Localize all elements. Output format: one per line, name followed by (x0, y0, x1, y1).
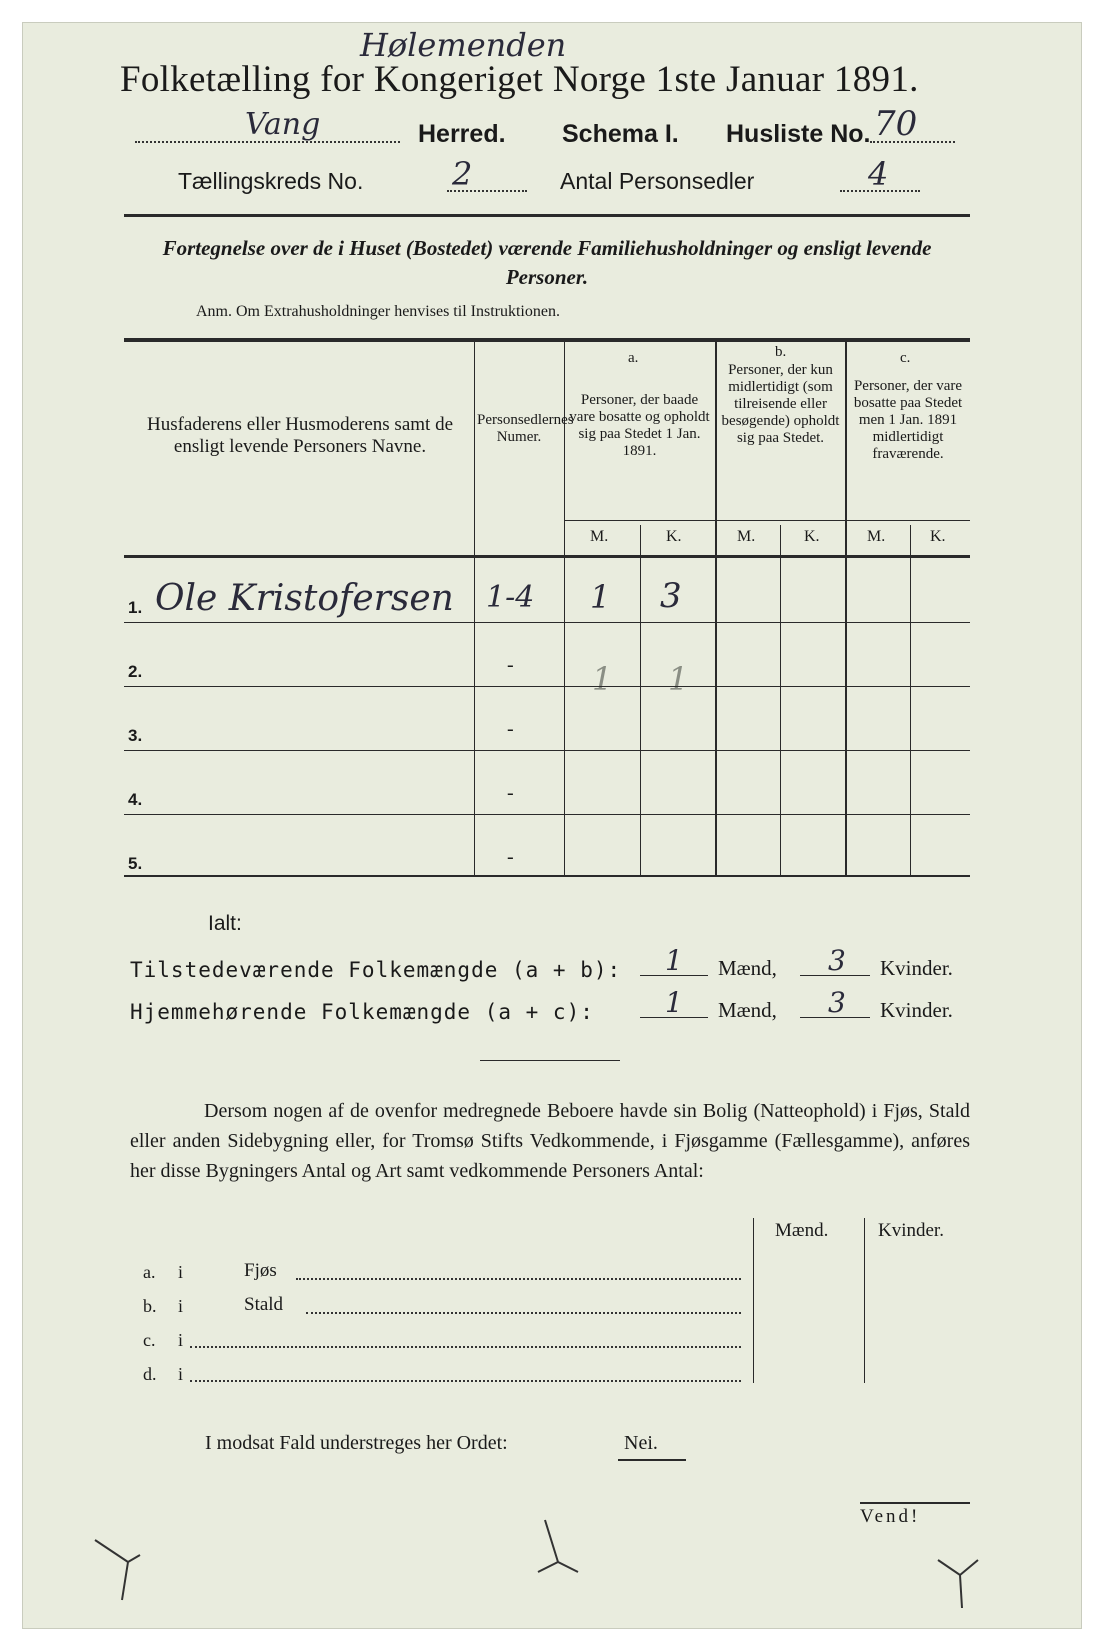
row-a-k: 3 (660, 576, 682, 616)
building-label: Stald (244, 1294, 284, 1315)
building-i: i (178, 1262, 184, 1282)
building-letter: a. (143, 1262, 156, 1282)
b-m-label: M. (737, 528, 756, 545)
row-a-k: 1 (668, 660, 689, 698)
col-c-letter: c. (900, 350, 911, 366)
col-b-letter: b. (775, 344, 787, 360)
buildings-kvinder-header: Kvinder. (878, 1220, 944, 1241)
row-num: - (507, 782, 514, 804)
building-i: i (178, 1330, 184, 1350)
kreds-label: Tællingskreds No. (178, 168, 364, 194)
kreds-value: 2 (452, 155, 473, 193)
building-letter: b. (143, 1296, 157, 1316)
vend-text: Vend! (860, 1506, 921, 1527)
col-num-header: Personsedlernes Numer. (477, 412, 574, 445)
building-label: Fjøs (244, 1260, 277, 1281)
building-i: i (178, 1296, 184, 1316)
row-number: 3. (128, 726, 143, 745)
building-i: i (178, 1364, 184, 1384)
a-m-label: M. (590, 528, 609, 545)
antal-label: Antal Personsedler (560, 168, 755, 194)
col-c-header: Personer, der vare bosatte paa Stedet men 1 Jan. 1891 midlertidigt fraværende. (853, 378, 963, 462)
nei-word: Nei. (624, 1432, 658, 1454)
building-letter: c. (143, 1330, 156, 1350)
page-title: Folketælling for Kongeriget Norge 1ste Januar 1891. (120, 59, 919, 100)
hjemme-kvinder-word: Kvinder. (880, 998, 953, 1022)
row-name: Ole Kristofersen (155, 578, 454, 619)
tilstede-label: Tilstedeværende Folkemængde (a + b): (130, 958, 622, 982)
c-m-label: M. (867, 528, 886, 545)
tilstede-kvinder-word: Kvinder. (880, 956, 953, 980)
schema-label: Schema I. (562, 120, 679, 148)
herred-label: Herred. (418, 120, 506, 148)
ialt-label: Ialt: (208, 912, 242, 935)
herred-value: Vang (245, 107, 321, 142)
col-a-header: Personer, der baade vare bosatte og opholdt sig paa Stedet 1 Jan. 1891. (569, 392, 710, 459)
b-k-label: K. (804, 528, 820, 545)
row-number: 4. (128, 790, 143, 809)
hjemme-label: Hjemmehørende Folkemængde (a + c): (130, 1000, 594, 1024)
buildings-paragraph: Dersom nogen af de ovenfor medregnede Beboere havde sin Bolig (Natteophold) i Fjøs, Stald eller anden Sidebygning eller, for Tromsø Stifts Vedkommende, i Fjøsgamme (Fællesgamme), anføres her disse Bygningers Antal og Art samt vedkommende Personers Antal: (130, 1100, 970, 1182)
anm-note: Anm. Om Extrahusholdninger henvises til Instruktionen. (196, 303, 560, 320)
row-number: 2. (128, 662, 143, 681)
row-num: 1-4 (486, 580, 535, 615)
col-b-header: Personer, der kun midlertidigt (som tilreisende eller besøgende) opholdt sig paa Stedet. (721, 362, 840, 446)
a-k-label: K. (666, 528, 682, 545)
hjemme-maend-value: 1 (665, 986, 683, 1019)
row-number: 5. (128, 854, 143, 873)
col-name-header: Husfaderens eller Husmoderens samt de ensligt levende Personers Navne. (146, 414, 453, 457)
row-num: - (507, 718, 514, 740)
antal-value: 4 (868, 155, 889, 193)
tilstede-maend-word: Mænd, (718, 956, 777, 980)
handwritten-place-name: Hølemenden (360, 26, 567, 64)
row-a-m: 1 (592, 660, 613, 698)
building-letter: d. (143, 1364, 157, 1384)
modsat-text: I modsat Fald understreges her Ordet: (205, 1432, 508, 1454)
col-a-letter: a. (628, 350, 639, 366)
hjemme-maend-word: Mænd, (718, 998, 777, 1022)
row-num: - (507, 846, 514, 868)
c-k-label: K. (930, 528, 946, 545)
husliste-value: 70 (874, 104, 918, 144)
tilstede-kvinder-value: 3 (828, 944, 846, 977)
buildings-maend-header: Mænd. (775, 1220, 829, 1241)
hjemme-kvinder-value: 3 (828, 986, 846, 1019)
husliste-label: Husliste No. (726, 120, 871, 148)
row-num: - (507, 654, 514, 676)
row-number: 1. (128, 598, 143, 617)
intro-description: Fortegnelse over de i Huset (Bostedet) værende Familiehusholdninger og ensligt levende Personer. (162, 236, 932, 289)
tilstede-maend-value: 1 (665, 944, 683, 977)
row-a-m: 1 (590, 578, 611, 616)
